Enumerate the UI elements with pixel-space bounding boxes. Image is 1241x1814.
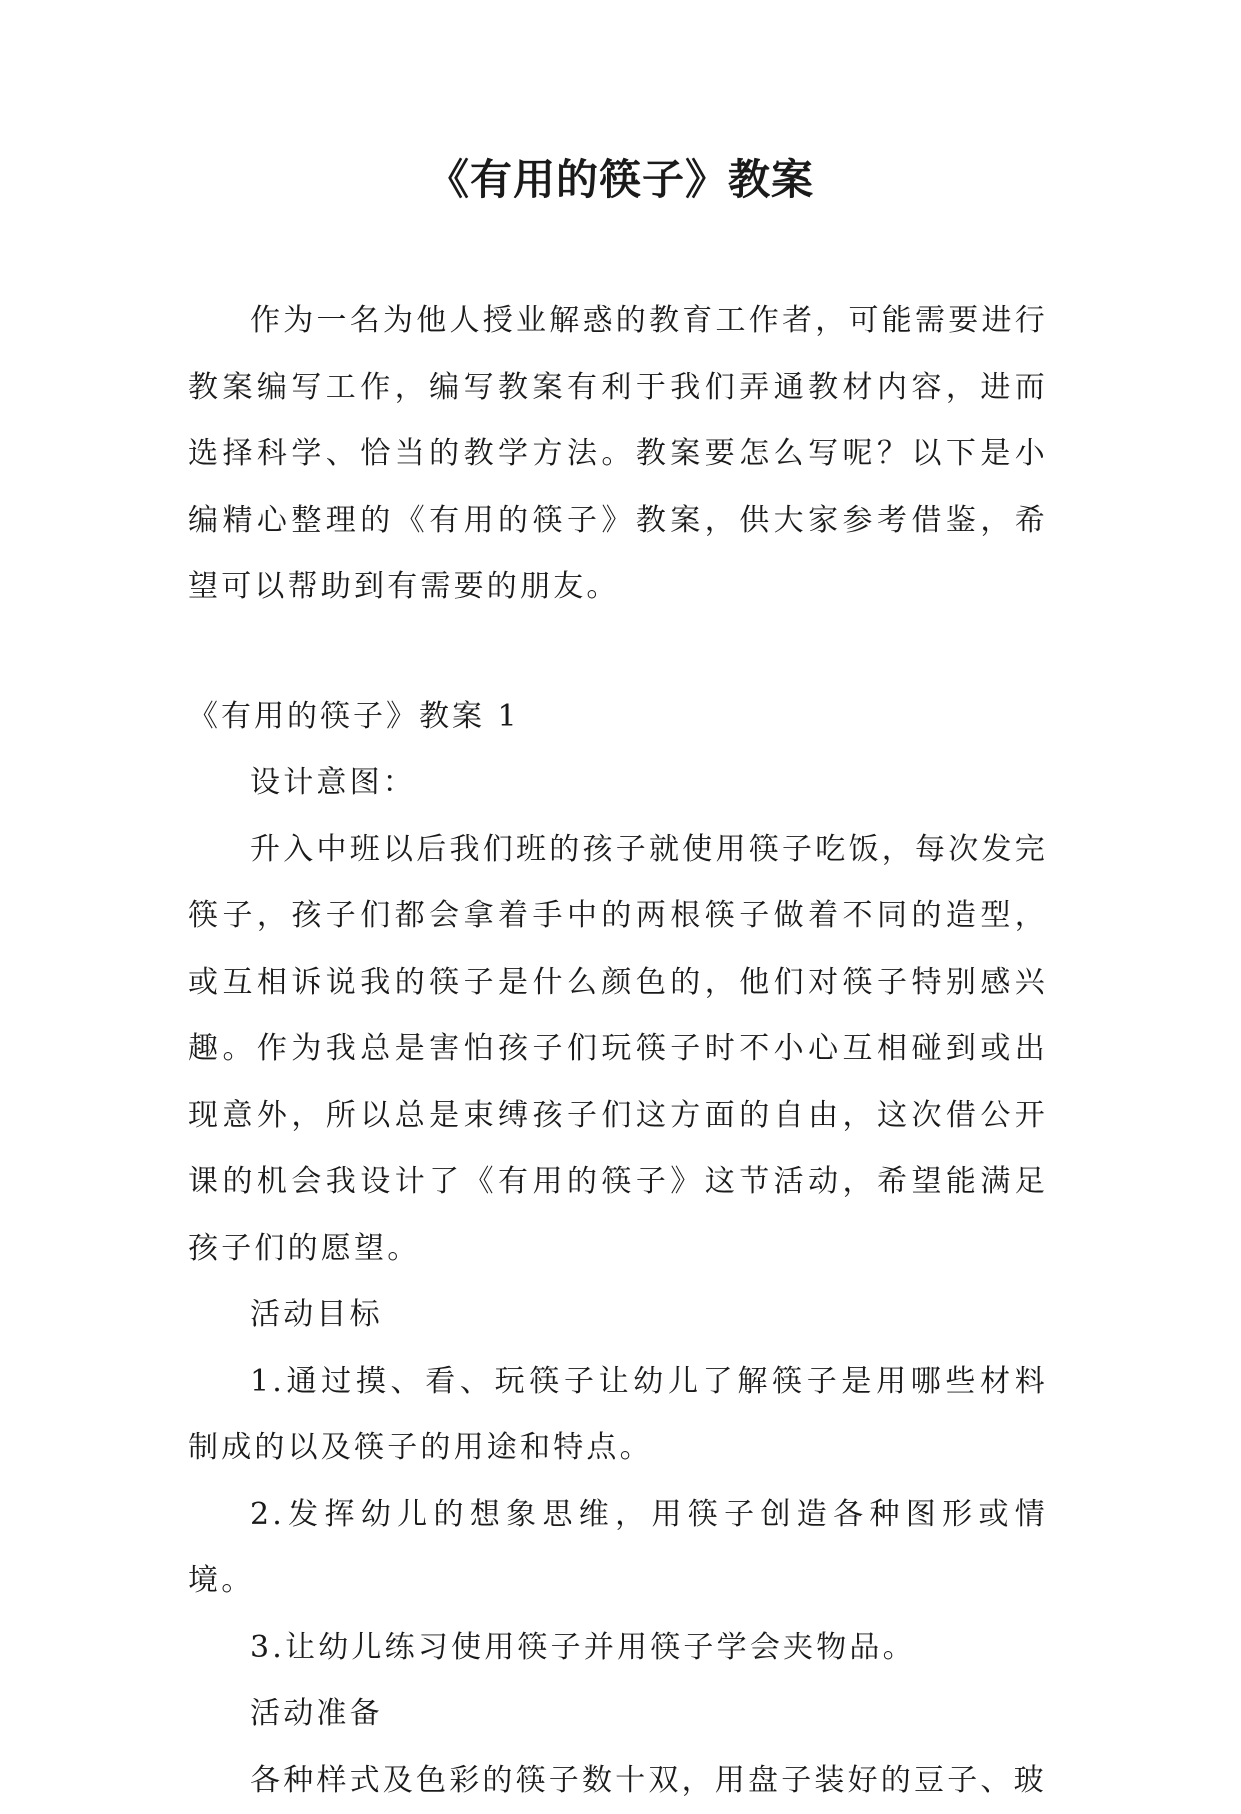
intro-paragraph: 作为一名为他人授业解惑的教育工作者，可能需要进行教案编写工作，编写教案有利于我们弄通教材内容，进而选择科学、恰当的教学方法。教案要怎么写呢？以下是小编精心整理的《有用的筷子》教案，供大家参考借鉴，希望可以帮助到有需要的朋友。: [188, 288, 1048, 621]
document-title: 《有用的筷子》教案: [0, 150, 1241, 210]
design-paragraph: 升入中班以后我们班的孩子就使用筷子吃饭，每次发完筷子，孩子们都会拿着手中的两根筷子做着不同的造型，或互相诉说我的筷子是什么颜色的，他们对筷子特别感兴趣。作为我总是害怕孩子们玩筷子时不小心互相碰到或出现意外，所以总是束缚孩子们这方面的自由，这次借公开课的机会我设计了《有用的筷子》这节活动，希望能满足孩子们的愿望。: [188, 817, 1048, 1283]
design-heading: 设计意图：: [188, 750, 1048, 817]
goal-item: 2.发挥幼儿的想象思维，用筷子创造各种图形或情境。: [188, 1482, 1048, 1615]
document-body: [188, 288, 1048, 1814]
goal-item: 3.让幼儿练习使用筷子并用筷子学会夹物品。: [188, 1615, 1048, 1682]
section-title: 《有用的筷子》教案 1: [188, 684, 1048, 751]
goals-heading: 活动目标: [188, 1282, 1048, 1349]
prep-heading: 活动准备: [188, 1681, 1048, 1748]
goal-item: 1.通过摸、看、玩筷子让幼儿了解筷子是用哪些材料制成的以及筷子的用途和特点。: [188, 1349, 1048, 1482]
prep-paragraph: 各种样式及色彩的筷子数十双，用盘子装好的豆子、玻: [188, 1748, 1048, 1814]
